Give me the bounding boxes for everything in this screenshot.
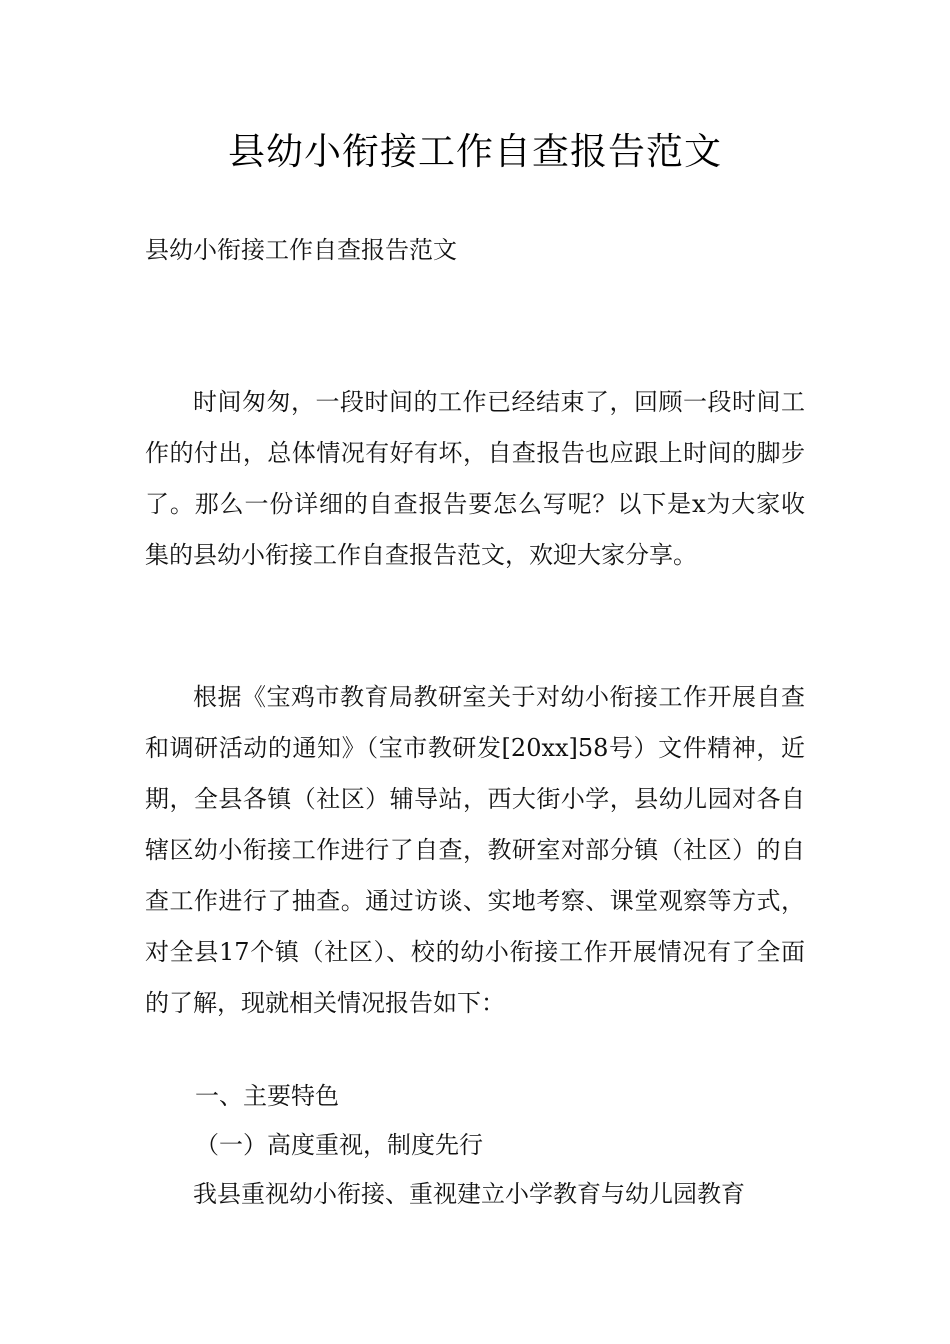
section-heading: 一、主要特色: [195, 1082, 339, 1110]
paragraph-continued: 我县重视幼小衔接、重视建立小学教育与幼儿园教育: [193, 1180, 745, 1208]
document-title: 县幼小衔接工作自查报告范文: [228, 130, 722, 173]
paragraph-background: 根据《宝鸡市教育局教研室关于对幼小衔接工作开展自查和调研活动的通知》（宝市教研发[20xx]58号）文件精神，近期，全县各镇（社区）辅导站，西大街小学，县幼儿园对各自辖区幼小衔接工作进行了自查，教研室对部分镇（社区）的自查工作进行了抽查。通过访谈、实地考察、课堂观察等方式，对全县17个镇（社区）、校的幼小衔接工作开展情况有了全面的了解，现就相关情况报告如下：: [145, 683, 805, 1017]
document-subtitle: 县幼小衔接工作自查报告范文: [145, 236, 457, 264]
subsection-heading: （一）高度重视，制度先行: [195, 1131, 483, 1159]
paragraph-intro: 时间匆匆，一段时间的工作已经结束了，回顾一段时间工作的付出，总体情况有好有坏，自查报告也应跟上时间的脚步了。那么一份详细的自查报告要怎么写呢？以下是x为大家收集的县幼小衔接工作自查报告范文，欢迎大家分享。: [145, 388, 805, 569]
